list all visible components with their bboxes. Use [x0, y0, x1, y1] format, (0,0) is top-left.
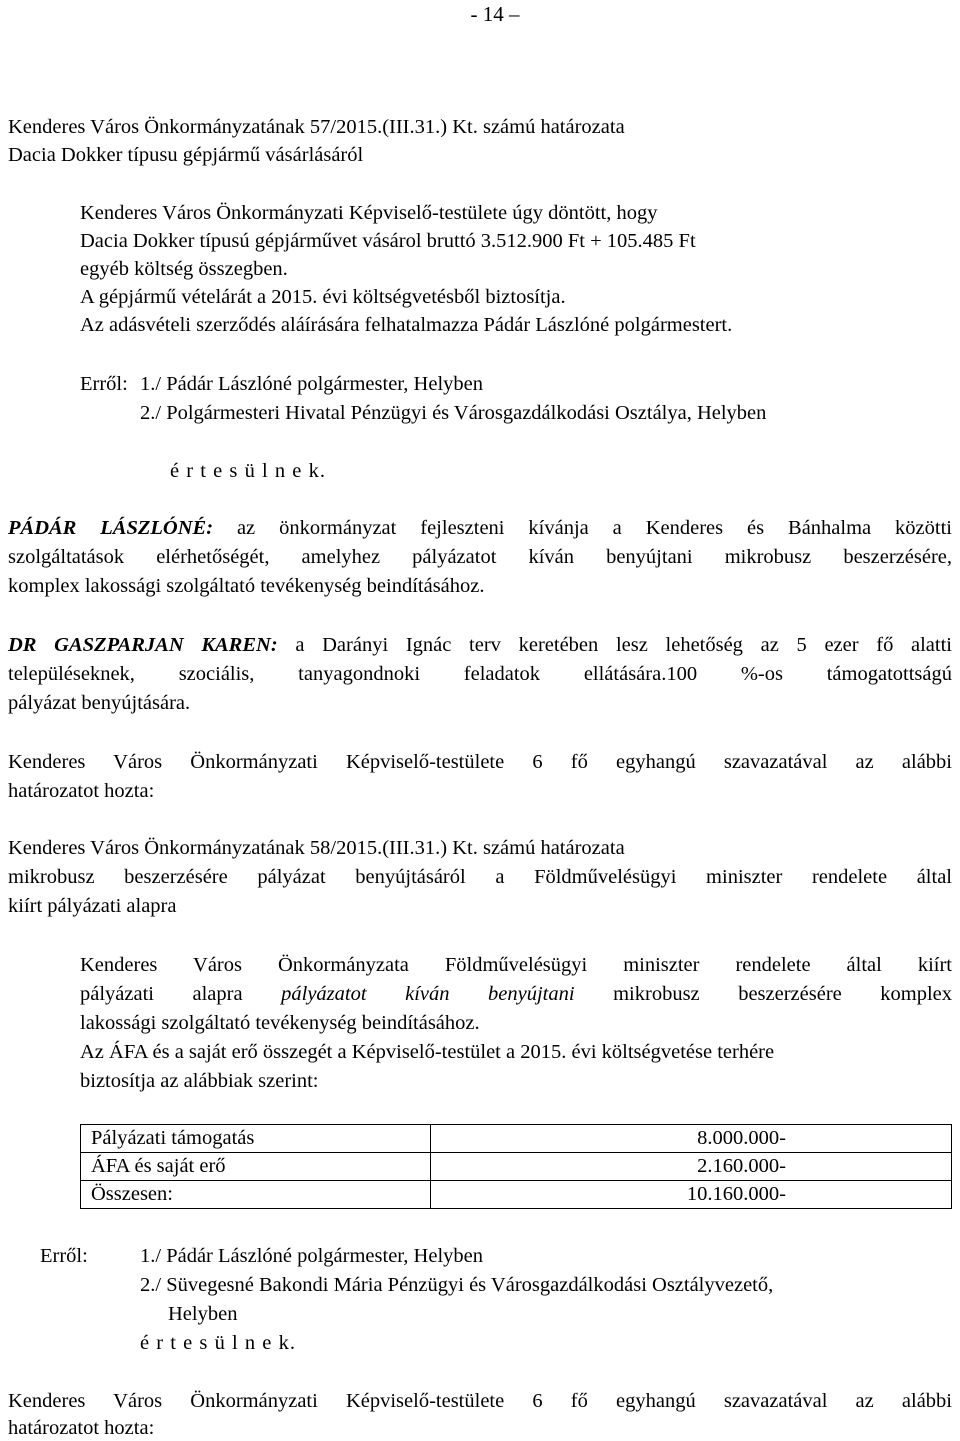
resolution-58-body-line: Az ÁFA és a saját erő összegét a Képviselő-testület a 2015. évi költségvetése terhére	[80, 1041, 775, 1063]
budget-amount: 2.160.000-	[430, 1153, 951, 1181]
speaker-name: DR GASZPARJAN KAREN:	[8, 634, 278, 656]
resolution-58-body-line: biztosítja az alábbiak szerint:	[80, 1070, 319, 1092]
notify-label: Erről:	[80, 373, 128, 395]
budget-table	[80, 1124, 952, 1209]
resolution-58-title: Kenderes Város Önkormányzatának 58/2015.(III.31.) Kt. számú határozata	[8, 837, 625, 859]
table-row	[81, 1153, 952, 1181]
speech-pádár-line: PÁDÁR LÁSZLÓNÉ: az önkormányzat fejleszteni kívánja a Kenderes és Bánhalma közötti	[8, 517, 952, 539]
speech-gaszparjan-line: pályázat benyújtására.	[8, 692, 191, 714]
resolution-58-subtitle: mikrobusz beszerzésére pályázat benyújtásáról a Földművelésügyi miniszter rendelete által	[8, 866, 952, 888]
page-number: - 14 –	[470, 2, 520, 26]
notify-item: 1./ Pádár Lászlóné polgármester, Helyben	[140, 1245, 484, 1267]
budget-label: Pályázati támogatás	[81, 1125, 431, 1153]
resolution-57-body-line: Az adásvételi szerződés aláírására felhatalmazza Pádár Lászlóné polgármestert.	[80, 314, 733, 336]
notified-text: é r t e s ü l n e k.	[140, 1332, 296, 1354]
resolution-58-body-line: Kenderes Város Önkormányzata Földművelésügyi miniszter rendelete által kiírt	[80, 954, 952, 976]
resolution-57-body-line: A gépjármű vételárát a 2015. évi költségvetésből biztosítja.	[80, 286, 566, 308]
resolution-57-title: Kenderes Város Önkormányzatának 57/2015.(III.31.) Kt. számú határozata	[8, 116, 625, 138]
speech-pádár-line: komplex lakossági szolgáltató tevékenység beindításához.	[8, 575, 485, 597]
vote-line: Kenderes Város Önkormányzati Képviselő-testülete 6 fő egyhangú szavazatával az alábbi	[8, 751, 952, 773]
resolution-58-body-line: lakossági szolgáltató tevékenység beindításához.	[80, 1012, 480, 1034]
speaker-name: PÁDÁR LÁSZLÓNÉ:	[8, 517, 214, 539]
budget-amount: 10.160.000-	[430, 1181, 951, 1209]
notify-item: 2./ Polgármesteri Hivatal Pénzügyi és Városgazdálkodási Osztálya, Helyben	[140, 402, 767, 424]
vote-line: határozatot hozta:	[8, 1417, 155, 1439]
resolution-57-body-line: Kenderes Város Önkormányzati Képviselő-testülete úgy döntött, hogy	[80, 202, 658, 224]
table-row	[81, 1181, 952, 1209]
notify-item: 1./ Pádár Lászlóné polgármester, Helyben	[140, 373, 484, 395]
resolution-58-body-line: pályázati alapra pályázatot kíván benyújtani mikrobusz beszerzésére komplex	[80, 983, 953, 1005]
vote-line: határozatot hozta:	[8, 780, 155, 802]
budget-label: Összesen:	[81, 1181, 431, 1209]
notify-item-continued: Helyben	[168, 1303, 238, 1325]
table-row	[81, 1125, 952, 1153]
notified-text: é r t e s ü l n e k.	[170, 460, 326, 482]
speech-gaszparjan-line: DR GASZPARJAN KAREN: a Darányi Ignác terv keretében lesz lehetőség az 5 ezer fő alatti	[8, 634, 952, 656]
speech-gaszparjan-line: településeknek, szociális, tanyagondnoki feladatok ellátására.100 %-os támogatottságú	[8, 663, 952, 685]
vote-line: Kenderes Város Önkormányzati Képviselő-testülete 6 fő egyhangú szavazatával az alábbi	[8, 1390, 952, 1412]
speech-pádár-line: szolgáltatások elérhetőségét, amelyhez pályázatot kíván benyújtani mikrobusz beszerzésére,	[8, 546, 952, 568]
budget-amount: 8.000.000-	[430, 1125, 951, 1153]
resolution-57-body-line: Dacia Dokker típusú gépjárművet vásárol bruttó 3.512.900 Ft + 105.485 Ft	[80, 230, 696, 252]
notify-item: 2./ Süvegesné Bakondi Mária Pénzügyi és Városgazdálkodási Osztályvezető,	[140, 1274, 774, 1296]
resolution-58-subtitle: kiírt pályázati alapra	[8, 895, 177, 917]
resolution-57-subtitle: Dacia Dokker típusu gépjármű vásárlásáról	[8, 144, 364, 166]
resolution-57-body-line: egyéb költség összegben.	[80, 258, 288, 280]
budget-label: ÁFA és saját erő	[81, 1153, 431, 1181]
notify-label: Erről:	[40, 1245, 88, 1267]
